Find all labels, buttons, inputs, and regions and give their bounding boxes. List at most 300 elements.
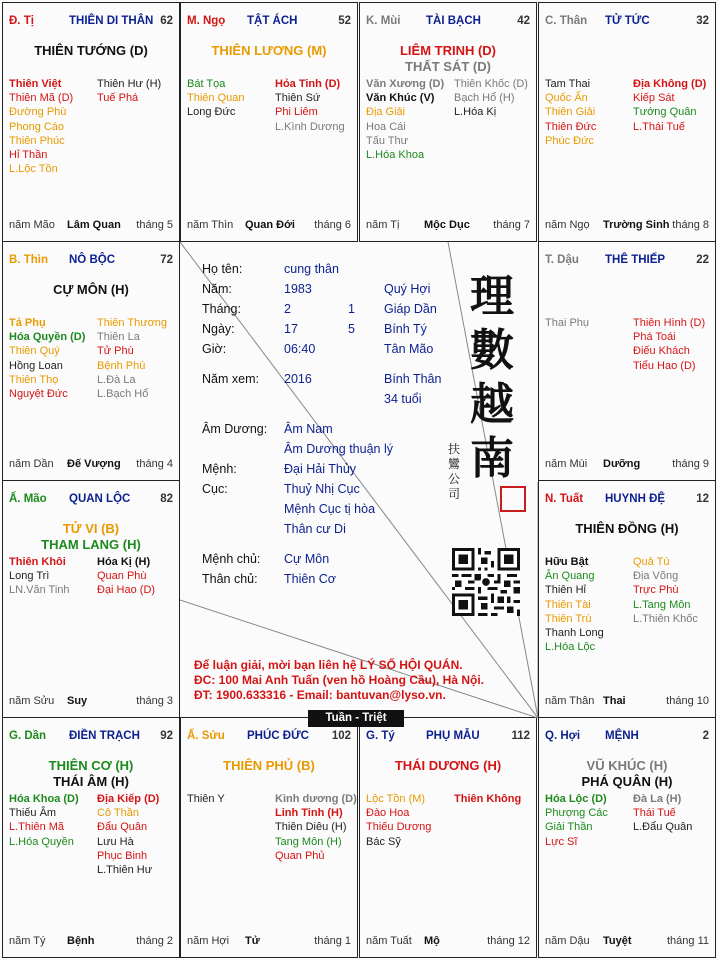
minor-star: Phá Toái	[633, 331, 676, 344]
cuc-note: Mệnh Cục tị hòa	[284, 502, 376, 516]
footer-stage: Lâm Quan	[67, 219, 121, 231]
month-value: 2	[284, 302, 291, 316]
cuc-label: Cục:	[202, 482, 228, 496]
palace-cell-tuat	[538, 480, 716, 718]
footer-stage: Dưỡng	[603, 458, 641, 470]
minor-star: Thiếu Dương	[366, 821, 432, 834]
palace-header	[9, 254, 173, 270]
company-char: 公	[448, 472, 461, 486]
minor-stars-right	[633, 77, 716, 134]
palace-footer	[9, 935, 173, 949]
minor-star: Thiên Hư (H)	[97, 78, 162, 90]
minor-star: Thiên Tài	[545, 598, 591, 611]
minor-star: Long Đức	[187, 106, 236, 119]
minor-stars-left	[9, 77, 95, 176]
minor-star: Tử Phù	[97, 345, 134, 358]
palace-name: PHÚC ĐỨC	[247, 730, 309, 742]
footer-year: năm Mão	[9, 219, 55, 231]
age-number: 82	[160, 493, 173, 505]
minor-star: L.Lộc Tồn	[9, 163, 58, 176]
minor-star: Thái Tuế	[633, 807, 676, 820]
minor-star: L.Thiên Khốc	[633, 612, 698, 625]
minor-star: Đào Hoa	[366, 807, 410, 820]
minor-stars-right	[454, 77, 537, 120]
main-stars	[5, 282, 177, 298]
month-value-lunar: 1	[348, 302, 355, 316]
footer-month: tháng 2	[136, 935, 173, 947]
palace-name: QUAN LỘC	[69, 493, 131, 505]
branch-label: M. Ngọ	[187, 15, 226, 27]
minor-star: Phong Cáo	[9, 120, 65, 133]
yinyang-note: Âm Dương thuận lý	[284, 442, 393, 456]
than-chu-label: Thân chủ:	[202, 572, 258, 586]
palace-name: NÔ BỘC	[69, 254, 115, 266]
yinyang-value: Âm Nam	[284, 422, 333, 436]
minor-stars-left	[9, 792, 95, 849]
footer-month: tháng 6	[314, 219, 351, 231]
branch-label: C. Thân	[545, 15, 588, 27]
minor-star: Lưu Hà	[97, 835, 134, 848]
palace-name: PHỤ MẪU	[426, 730, 480, 742]
palace-cell-than	[538, 2, 716, 242]
calligraphy-title	[462, 270, 522, 486]
minor-star: Hóa Lộc (D)	[545, 793, 607, 805]
palace-header	[366, 15, 530, 31]
palace-header	[187, 730, 351, 746]
minor-star: Thiên Sứ	[275, 92, 321, 105]
palace-footer	[187, 935, 351, 949]
minor-star: Hóa Khoa (D)	[9, 793, 79, 805]
minor-star: Bệnh Phù	[97, 359, 146, 372]
minor-star: Phượng Các	[545, 807, 608, 820]
minor-star: Tiểu Hao (D)	[633, 359, 696, 372]
minor-stars-right	[97, 77, 180, 105]
age-number: 112	[511, 730, 530, 742]
view-year-label: Năm xem:	[202, 372, 259, 386]
footer-year: năm Tuất	[366, 935, 412, 947]
palace-cell-dan	[2, 717, 180, 958]
minor-star: Quả Tú	[633, 556, 670, 568]
footer-year: năm Thân	[545, 695, 595, 707]
main-stars	[541, 521, 713, 537]
palace-header	[366, 730, 530, 746]
minor-star: Thiên Mã (D)	[9, 92, 74, 105]
minor-star: Thiên Khôi	[9, 556, 66, 568]
main-star: THÁI DƯƠNG (H)	[394, 758, 502, 773]
minor-star: Văn Xương (D)	[366, 78, 445, 90]
year-label: Năm:	[202, 282, 232, 296]
minor-star: L.Hóa Kị	[454, 106, 497, 119]
minor-stars-left	[366, 77, 452, 162]
minor-stars-right	[97, 555, 180, 598]
age-number: 72	[160, 254, 173, 266]
company-chars	[448, 442, 464, 502]
view-year-can-chi: Bính Thân	[384, 372, 442, 386]
minor-star: Hỏa Tinh (D)	[275, 78, 341, 90]
main-stars	[362, 43, 534, 75]
minor-star: Địa Kiếp (D)	[97, 793, 160, 805]
minor-star: L.Thái Tuế	[633, 120, 685, 133]
main-stars	[541, 758, 713, 790]
minor-star: Thiên Quý	[9, 345, 60, 358]
palace-cell-mao	[2, 480, 180, 718]
minor-star: Ân Quang	[545, 570, 595, 583]
age-number: 2	[702, 730, 709, 742]
main-star: THIÊN TƯỚNG (D)	[34, 43, 148, 58]
footer-month: tháng 8	[672, 219, 709, 231]
minor-stars-right	[275, 792, 358, 863]
age-number: 102	[331, 730, 351, 742]
minor-star: Phi Liêm	[275, 106, 318, 119]
minor-star: Nguyệt Đức	[9, 388, 68, 401]
age-number: 92	[160, 730, 173, 742]
minor-star: Kiếp Sát	[633, 92, 675, 105]
main-stars	[183, 43, 355, 59]
day-value: 17	[284, 322, 298, 336]
footer-month: tháng 10	[666, 695, 709, 707]
age-value: 34 tuổi	[384, 392, 422, 406]
minor-star: Địa Không (D)	[633, 78, 707, 90]
view-year-value: 2016	[284, 372, 312, 386]
company-char: 司	[448, 487, 461, 501]
cuc-value: Thuỷ Nhị Cục	[284, 482, 360, 496]
footer-month: tháng 9	[672, 458, 709, 470]
palace-footer	[9, 458, 173, 472]
main-star: THẤT SÁT (D)	[405, 59, 491, 74]
main-star: THIÊN LƯƠNG (M)	[211, 43, 327, 58]
year-value: 1983	[284, 282, 312, 296]
palace-footer	[545, 219, 709, 233]
footer-year: năm Thìn	[187, 219, 234, 231]
minor-star: LN.Văn Tinh	[9, 584, 70, 597]
tuan-triet-badge: Tuần - Triệt	[308, 710, 404, 727]
age-number: 52	[338, 15, 351, 27]
palace-cell-ti	[2, 2, 180, 242]
minor-star: Trực Phù	[633, 584, 679, 597]
minor-star: L.Tang Môn	[633, 598, 691, 611]
branch-label: G. Dần	[9, 730, 47, 742]
minor-stars-left	[9, 555, 95, 598]
footer-stage: Mộ	[424, 935, 440, 947]
day-label: Ngày:	[202, 322, 235, 336]
palace-footer	[545, 695, 709, 709]
footer-year: năm Tý	[9, 935, 46, 947]
palace-name: TẬT ÁCH	[247, 15, 298, 27]
palace-name: MỆNH	[605, 730, 639, 742]
branch-label: N. Tuất	[545, 493, 584, 505]
minor-star: Thiên Y	[187, 793, 225, 805]
minor-star: Thiên Hình (D)	[633, 317, 706, 329]
minor-stars-right	[97, 792, 180, 877]
footer-month: tháng 3	[136, 695, 173, 707]
minor-star: Thiếu Âm	[9, 807, 57, 820]
minor-star: L.Hóa Khoa	[366, 149, 425, 162]
minor-star: Quan Phù	[97, 570, 147, 583]
hour-label: Giờ:	[202, 342, 227, 356]
minor-star: Giải Thần	[545, 821, 593, 834]
main-star: CỰ MÔN (H)	[53, 282, 129, 297]
minor-star: Thai Phụ	[545, 317, 590, 329]
minor-star: Tả Phụ	[9, 317, 46, 329]
minor-star: Thiên Trù	[545, 612, 592, 625]
minor-star: Địa Giải	[366, 106, 406, 119]
main-star: PHÁ QUÂN (H)	[581, 774, 673, 789]
palace-footer	[9, 695, 173, 709]
palace-header	[9, 730, 173, 746]
palace-cell-ngo	[180, 2, 358, 242]
qr-code-icon	[452, 548, 520, 616]
main-star: THIÊN CƠ (H)	[48, 758, 134, 773]
month-label: Tháng:	[202, 302, 241, 316]
minor-star: Hữu Bật	[545, 556, 589, 568]
minor-star: Thiên Thương	[97, 317, 168, 329]
minor-star: Phúc Đức	[545, 134, 594, 147]
footer-year: năm Sửu	[9, 695, 55, 707]
than-chu-value: Thiên Cơ	[284, 572, 336, 586]
palace-name: THIÊN DI THÂN	[69, 15, 154, 27]
minor-stars-right	[633, 792, 716, 835]
minor-stars-left	[545, 316, 631, 330]
main-stars	[5, 521, 177, 553]
minor-stars-left	[366, 792, 452, 849]
minor-stars-left	[187, 77, 273, 120]
day-value-lunar: 5	[348, 322, 355, 336]
minor-star: L.Thiên Hư	[97, 864, 153, 877]
minor-star: Bát Tọa	[187, 78, 226, 90]
footer-year: năm Tị	[366, 219, 400, 231]
palace-header	[545, 15, 709, 31]
footer-month: tháng 5	[136, 219, 173, 231]
day-can-chi: Bính Tý	[384, 322, 427, 336]
calligraphy-char: 數	[470, 325, 514, 376]
minor-stars-left	[545, 555, 631, 654]
branch-label: Ấ. Mão	[9, 493, 47, 505]
minor-star: L.Hóa Lộc	[545, 641, 596, 654]
minor-star: Linh Tinh (H)	[275, 807, 343, 820]
minor-star: L.Hóa Quyền	[9, 835, 74, 848]
than-cu: Thân cư Di	[284, 522, 346, 536]
footer-stage: Suy	[67, 695, 88, 707]
footer-month: tháng 1	[314, 935, 351, 947]
calligraphy-char: 理	[470, 271, 514, 322]
palace-cell-dau	[538, 241, 716, 481]
minor-star: L.Thiên Mã	[9, 821, 65, 834]
minor-stars-left	[545, 77, 631, 148]
palace-footer	[545, 458, 709, 472]
minor-star: Điếu Khách	[633, 345, 690, 358]
footer-stage: Tử	[245, 935, 260, 947]
minor-stars-right	[275, 77, 358, 134]
palace-name: HUYNH ĐỆ	[605, 493, 666, 505]
minor-star: Hồng Loan	[9, 359, 63, 372]
footer-year: năm Ngọ	[545, 219, 590, 231]
menh-value: Đại Hải Thủy	[284, 462, 357, 476]
branch-label: K. Mùi	[366, 15, 401, 27]
year-can-chi: Quý Hợi	[384, 282, 431, 296]
footer-month: tháng 7	[493, 219, 530, 231]
palace-footer	[366, 935, 530, 949]
footer-month: tháng 11	[666, 935, 709, 947]
minor-star: Thiên Không	[454, 793, 522, 805]
minor-star: Hóa Quyền (D)	[9, 331, 86, 344]
minor-star: L.Đẩu Quân	[633, 821, 693, 834]
month-can-chi: Giáp Dần	[384, 302, 437, 316]
red-seal-icon	[500, 486, 526, 512]
main-star: THAM LANG (H)	[41, 537, 141, 552]
contact-phone-email[interactable]: ĐT: 1900.633316 - Email: bantuvan@lyso.vn.	[194, 688, 446, 702]
minor-star: Quan Phủ	[275, 849, 325, 862]
minor-star: Thiên Giải	[545, 106, 596, 119]
minor-star: Thanh Long	[545, 627, 604, 640]
age-number: 62	[160, 15, 173, 27]
minor-stars-right	[97, 316, 180, 401]
footer-year: năm Dần	[9, 458, 54, 470]
branch-label: Ấ. Sửu	[187, 730, 225, 742]
palace-cell-hoi	[538, 717, 716, 958]
footer-stage: Quan Đới	[245, 219, 295, 231]
minor-star: Phục Binh	[97, 849, 148, 862]
palace-header	[545, 254, 709, 270]
palace-cell-ty	[359, 717, 537, 958]
minor-stars-right	[633, 555, 716, 626]
minor-stars-left	[545, 792, 631, 849]
palace-cell-suu	[180, 717, 358, 958]
minor-star: Thiên Đức	[545, 120, 597, 133]
name-label: Họ tên:	[202, 262, 243, 276]
minor-star: Kình dương (D)	[275, 793, 357, 805]
main-star: THÁI ÂM (H)	[53, 774, 129, 789]
minor-star: Lộc Tồn (M)	[366, 793, 426, 805]
palace-cell-thin	[2, 241, 180, 481]
minor-star: Long Trì	[9, 570, 50, 583]
minor-star: Đẩu Quân	[97, 821, 148, 834]
main-stars	[5, 758, 177, 790]
main-stars	[183, 758, 355, 774]
palace-header	[187, 15, 351, 31]
minor-star: Bác Sỹ	[366, 835, 401, 848]
minor-star: L.Bạch Hổ	[97, 388, 149, 401]
chart-center	[180, 242, 538, 718]
branch-label: T. Dậu	[545, 254, 579, 266]
minor-star: Địa Võng	[633, 570, 679, 583]
main-star: THIÊN PHỦ (B)	[223, 758, 315, 773]
hour-value: 06:40	[284, 342, 316, 356]
minor-star: Tấu Thư	[366, 134, 409, 147]
contact-address: ĐC: 100 Mai Anh Tuấn (ven hồ Hoàng Cầu), Hà Nội.	[194, 673, 485, 687]
footer-stage: Tuyệt	[603, 935, 632, 947]
main-star: THIÊN ĐỒNG (H)	[575, 521, 679, 536]
footer-stage: Trường Sinh	[603, 219, 670, 231]
minor-star: L.Kình Dương	[275, 120, 345, 133]
palace-cell-mui	[359, 2, 537, 242]
palace-footer	[9, 219, 173, 233]
footer-year: năm Dậu	[545, 935, 590, 947]
minor-star: Thiên Quan	[187, 92, 245, 105]
footer-year: năm Mùi	[545, 458, 588, 470]
minor-star: L.Đà La	[97, 373, 136, 386]
main-star: LIÊM TRINH (D)	[399, 43, 497, 58]
menh-chu-label: Mệnh chủ:	[202, 552, 261, 566]
palace-footer	[366, 219, 530, 233]
minor-star: Thiên Việt	[9, 78, 62, 90]
contact-info	[194, 658, 484, 703]
footer-stage: Bệnh	[67, 935, 95, 947]
calligraphy-char: 南	[470, 433, 514, 484]
age-number: 32	[696, 15, 709, 27]
branch-label: B. Thìn	[9, 254, 48, 266]
minor-stars-left	[9, 316, 95, 401]
palace-footer	[545, 935, 709, 949]
menh-label: Mệnh:	[202, 462, 237, 476]
minor-star: Hóa Kị (H)	[97, 556, 151, 568]
minor-star: Thiên Hỉ	[545, 584, 586, 597]
hour-can-chi: Tân Mão	[384, 342, 434, 356]
minor-star: Hoa Cái	[366, 120, 406, 133]
minor-star: Thiên Phúc	[9, 134, 65, 147]
minor-star: Cô Thần	[97, 807, 139, 820]
palace-header	[545, 730, 709, 746]
palace-header	[9, 493, 173, 509]
yinyang-label: Âm Dương:	[202, 422, 268, 436]
minor-star: Thiên Thọ	[9, 373, 59, 386]
calligraphy-char: 越	[470, 379, 514, 430]
minor-star: Bạch Hổ (H)	[454, 92, 515, 105]
footer-stage: Đế Vượng	[67, 458, 121, 470]
minor-star: Lực Sĩ	[545, 835, 578, 848]
minor-stars-left	[187, 792, 273, 806]
footer-stage: Mộc Dục	[424, 219, 470, 231]
main-stars	[5, 43, 177, 59]
footer-month: tháng 12	[487, 935, 530, 947]
minor-star: Thiên Diêu (H)	[275, 821, 347, 834]
footer-month: tháng 4	[136, 458, 173, 470]
minor-star: Đường Phù	[9, 106, 67, 119]
palace-name: THÊ THIẾP	[605, 254, 666, 266]
minor-star: Thiên Khốc (D)	[454, 78, 528, 90]
minor-star: Tang Môn (H)	[275, 835, 342, 848]
palace-header	[9, 15, 173, 31]
minor-stars-right	[454, 792, 537, 806]
name-value: cung thân	[284, 262, 339, 276]
minor-stars-right	[633, 316, 716, 373]
age-number: 12	[696, 493, 709, 505]
footer-stage: Thai	[603, 695, 626, 707]
age-number: 22	[696, 254, 709, 266]
minor-star: Hỉ Thần	[9, 149, 48, 162]
palace-name: TỬ TỨC	[605, 15, 650, 27]
minor-star: Đại Hao (D)	[97, 584, 156, 597]
palace-name: ĐIỀN TRẠCH	[69, 730, 140, 742]
company-char: 扶	[448, 442, 461, 456]
palace-name: TÀI BẠCH	[426, 15, 481, 27]
menh-chu-value: Cự Môn	[284, 552, 330, 566]
main-star: TỬ VI (B)	[62, 521, 120, 536]
palace-footer	[187, 219, 351, 233]
age-number: 42	[517, 15, 530, 27]
minor-star: Tuế Phá	[97, 92, 139, 105]
contact-line: Để luận giải, mời bạn liên hệ LÝ SỐ HỘI QUÁN.	[194, 658, 463, 672]
minor-star: Tam Thai	[545, 78, 591, 90]
minor-star: Tướng Quân	[633, 106, 697, 119]
branch-label: G. Tý	[366, 730, 395, 742]
minor-star: Đà La (H)	[633, 793, 682, 805]
branch-label: Q. Hợi	[545, 730, 581, 742]
minor-star: Quốc Ấn	[545, 92, 588, 105]
branch-label: Đ. Tị	[9, 15, 34, 27]
minor-star: Văn Khúc (V)	[366, 92, 435, 105]
main-star: VŨ KHÚC (H)	[586, 758, 668, 773]
main-stars	[362, 758, 534, 774]
